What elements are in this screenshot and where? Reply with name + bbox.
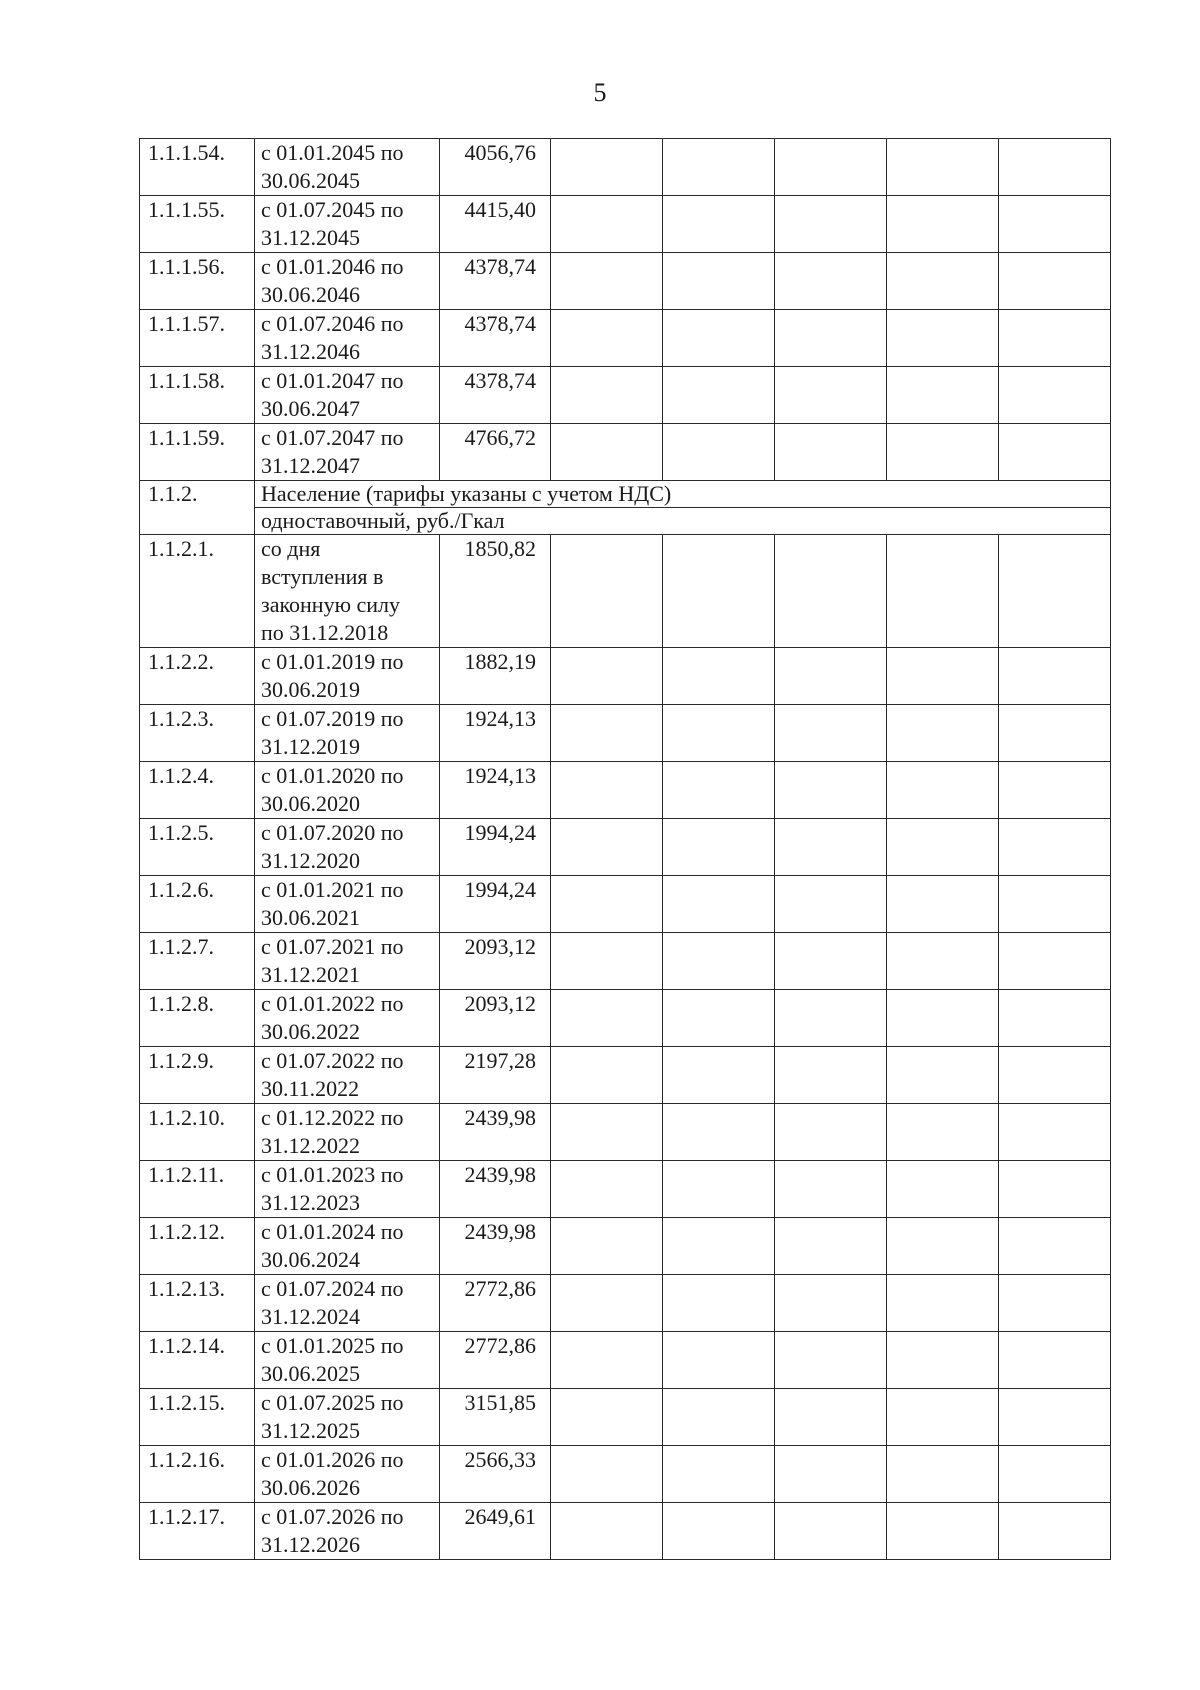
empty-cell xyxy=(887,762,999,819)
period-cell xyxy=(255,310,440,367)
row-number-cell: 1.1.2.6. xyxy=(140,876,255,933)
empty-cell xyxy=(551,705,663,762)
period-from: с 01.01.2024 по xyxy=(261,1219,404,1244)
empty-cell xyxy=(775,819,887,876)
period-to: 30.06.2020 xyxy=(261,791,360,816)
empty-cell xyxy=(999,990,1111,1047)
tariff-value-cell: 1882,19 xyxy=(440,648,551,705)
period-to: 31.12.2021 xyxy=(261,962,360,987)
period-cell xyxy=(255,1332,440,1389)
empty-cell xyxy=(999,424,1111,481)
empty-cell xyxy=(887,876,999,933)
period-to: 30.06.2045 xyxy=(261,168,360,193)
empty-cell xyxy=(999,535,1111,648)
period-from: с 01.07.2024 по xyxy=(261,1276,404,1301)
row-number-cell: 1.1.1.58. xyxy=(140,367,255,424)
period-cell xyxy=(255,139,440,196)
section-number-cell: 1.1.2. xyxy=(140,481,255,535)
tariff-value-cell: 4378,74 xyxy=(440,310,551,367)
empty-cell xyxy=(551,1389,663,1446)
row-number-cell: 1.1.2.5. xyxy=(140,819,255,876)
empty-cell xyxy=(887,705,999,762)
period-from: с 01.07.2026 по xyxy=(261,1504,404,1529)
table-row xyxy=(140,762,1111,819)
empty-cell xyxy=(551,1047,663,1104)
table-row xyxy=(140,535,1111,648)
tariff-value-cell: 4378,74 xyxy=(440,253,551,310)
empty-cell xyxy=(775,1389,887,1446)
empty-cell xyxy=(887,424,999,481)
empty-cell xyxy=(663,253,775,310)
empty-cell xyxy=(999,648,1111,705)
tariff-value-cell: 1924,13 xyxy=(440,705,551,762)
empty-cell xyxy=(775,1503,887,1560)
empty-cell xyxy=(551,367,663,424)
row-number-cell: 1.1.1.54. xyxy=(140,139,255,196)
empty-cell xyxy=(999,1446,1111,1503)
period-from: с 01.01.2022 по xyxy=(261,991,404,1016)
table-row xyxy=(140,1218,1111,1275)
period-to: 31.12.2022 xyxy=(261,1133,360,1158)
table-row xyxy=(140,1332,1111,1389)
empty-cell xyxy=(999,1104,1111,1161)
empty-cell xyxy=(775,535,887,648)
period-from: с 01.01.2021 по xyxy=(261,877,404,902)
tariff-value-cell: 2093,12 xyxy=(440,933,551,990)
tariff-value-cell: 2772,86 xyxy=(440,1275,551,1332)
empty-cell xyxy=(999,1161,1111,1218)
empty-cell xyxy=(775,705,887,762)
period-line: по 31.12.2018 xyxy=(261,620,389,645)
empty-cell xyxy=(999,1389,1111,1446)
empty-cell xyxy=(551,933,663,990)
empty-cell xyxy=(887,1389,999,1446)
empty-cell xyxy=(663,705,775,762)
period-from: с 01.07.2047 по xyxy=(261,425,404,450)
period-cell xyxy=(255,424,440,481)
empty-cell xyxy=(663,1503,775,1560)
period-to: 31.12.2045 xyxy=(261,225,360,250)
period-cell xyxy=(255,367,440,424)
section-subtitle-cell: одноставочный, руб./Гкал xyxy=(255,508,1111,535)
empty-cell xyxy=(663,196,775,253)
table-row xyxy=(140,253,1111,310)
empty-cell xyxy=(663,648,775,705)
empty-cell xyxy=(887,1503,999,1560)
empty-cell xyxy=(999,705,1111,762)
period-to: 31.12.2023 xyxy=(261,1190,360,1215)
period-to: 31.12.2046 xyxy=(261,339,360,364)
row-number-cell: 1.1.1.59. xyxy=(140,424,255,481)
empty-cell xyxy=(887,367,999,424)
empty-cell xyxy=(551,1104,663,1161)
first-population-group xyxy=(140,535,1111,648)
empty-cell xyxy=(551,1503,663,1560)
empty-cell xyxy=(999,819,1111,876)
empty-cell xyxy=(887,310,999,367)
empty-cell xyxy=(551,1161,663,1218)
row-number-cell: 1.1.2.13. xyxy=(140,1275,255,1332)
period-to: 31.12.2026 xyxy=(261,1532,360,1557)
empty-cell xyxy=(999,1218,1111,1275)
rows-group-before xyxy=(140,139,1111,481)
empty-cell xyxy=(551,1332,663,1389)
empty-cell xyxy=(551,876,663,933)
period-from: с 01.01.2023 по xyxy=(261,1162,404,1187)
row-number-cell: 1.1.2.12. xyxy=(140,1218,255,1275)
period-to: 30.06.2024 xyxy=(261,1247,360,1272)
period-from: с 01.01.2047 по xyxy=(261,368,404,393)
empty-cell xyxy=(999,367,1111,424)
empty-cell xyxy=(551,762,663,819)
tariff-value-cell: 4056,76 xyxy=(440,139,551,196)
period-from: с 01.01.2025 по xyxy=(261,1333,404,1358)
period-cell xyxy=(255,1275,440,1332)
empty-cell xyxy=(775,1104,887,1161)
empty-cell xyxy=(775,424,887,481)
tariff-value-cell: 2439,98 xyxy=(440,1104,551,1161)
empty-cell xyxy=(775,933,887,990)
empty-cell xyxy=(663,424,775,481)
period-from: с 01.07.2025 по xyxy=(261,1390,404,1415)
empty-cell xyxy=(551,139,663,196)
empty-cell xyxy=(999,1047,1111,1104)
period-to: 30.06.2022 xyxy=(261,1019,360,1044)
empty-cell xyxy=(775,253,887,310)
row-number-cell: 1.1.2.14. xyxy=(140,1332,255,1389)
empty-cell xyxy=(663,310,775,367)
empty-cell xyxy=(999,1332,1111,1389)
empty-cell xyxy=(775,876,887,933)
tariff-value-cell: 2439,98 xyxy=(440,1161,551,1218)
table-row xyxy=(140,139,1111,196)
period-cell xyxy=(255,648,440,705)
empty-cell xyxy=(663,139,775,196)
row-number-cell: 1.1.2.1. xyxy=(140,535,255,648)
empty-cell xyxy=(663,1104,775,1161)
period-to: 31.12.2020 xyxy=(261,848,360,873)
rows-group-after xyxy=(140,648,1111,1560)
empty-cell xyxy=(775,1047,887,1104)
empty-cell xyxy=(663,535,775,648)
empty-cell xyxy=(663,762,775,819)
table-row xyxy=(140,310,1111,367)
empty-cell xyxy=(999,310,1111,367)
row-number-cell: 1.1.2.11. xyxy=(140,1161,255,1218)
period-cell xyxy=(255,933,440,990)
row-number-cell: 1.1.1.57. xyxy=(140,310,255,367)
table-row xyxy=(140,424,1111,481)
period-cell xyxy=(255,876,440,933)
empty-cell xyxy=(663,1389,775,1446)
empty-cell xyxy=(887,1275,999,1332)
row-number-cell: 1.1.2.2. xyxy=(140,648,255,705)
table-row xyxy=(140,1047,1111,1104)
table-row xyxy=(140,705,1111,762)
table-row xyxy=(140,1275,1111,1332)
period-from: с 01.07.2019 по xyxy=(261,706,404,731)
period-from: с 01.01.2046 по xyxy=(261,254,404,279)
table-row xyxy=(140,1389,1111,1446)
period-to: 30.06.2021 xyxy=(261,905,360,930)
table-row xyxy=(140,990,1111,1047)
period-to: 31.12.2024 xyxy=(261,1304,360,1329)
period-to: 31.12.2025 xyxy=(261,1418,360,1443)
empty-cell xyxy=(887,1218,999,1275)
period-to: 30.11.2022 xyxy=(261,1076,360,1101)
empty-cell xyxy=(551,1446,663,1503)
empty-cell xyxy=(775,196,887,253)
empty-cell xyxy=(775,1275,887,1332)
period-to: 30.06.2019 xyxy=(261,677,360,702)
empty-cell xyxy=(663,876,775,933)
row-number-cell: 1.1.2.17. xyxy=(140,1503,255,1560)
empty-cell xyxy=(999,1503,1111,1560)
empty-cell xyxy=(775,990,887,1047)
table-row xyxy=(140,1446,1111,1503)
empty-cell xyxy=(775,1446,887,1503)
empty-cell xyxy=(551,253,663,310)
empty-cell xyxy=(887,819,999,876)
empty-cell xyxy=(551,424,663,481)
period-cell xyxy=(255,705,440,762)
tariff-value-cell: 2093,12 xyxy=(440,990,551,1047)
empty-cell xyxy=(663,1161,775,1218)
empty-cell xyxy=(887,1332,999,1389)
row-number-cell: 1.1.2.4. xyxy=(140,762,255,819)
empty-cell xyxy=(775,1218,887,1275)
empty-cell xyxy=(663,1218,775,1275)
period-to: 30.06.2025 xyxy=(261,1361,360,1386)
table-row xyxy=(140,876,1111,933)
period-from: с 01.07.2021 по xyxy=(261,934,404,959)
tariff-value-cell: 4378,74 xyxy=(440,367,551,424)
period-line: законную силу xyxy=(261,592,401,617)
table-row xyxy=(140,1104,1111,1161)
table-row xyxy=(140,367,1111,424)
empty-cell xyxy=(999,933,1111,990)
period-line: со дня xyxy=(261,536,321,561)
section-header-group xyxy=(140,481,1111,535)
tariff-table xyxy=(139,138,1111,1560)
period-from: с 01.01.2020 по xyxy=(261,763,404,788)
tariff-value-cell: 2566,33 xyxy=(440,1446,551,1503)
period-cell xyxy=(255,1047,440,1104)
period-cell xyxy=(255,1446,440,1503)
empty-cell xyxy=(887,535,999,648)
period-cell xyxy=(255,196,440,253)
empty-cell xyxy=(999,253,1111,310)
empty-cell xyxy=(887,933,999,990)
period-line: вступления в xyxy=(261,564,384,589)
empty-cell xyxy=(775,648,887,705)
empty-cell xyxy=(663,1047,775,1104)
period-to: 31.12.2047 xyxy=(261,453,360,478)
empty-cell xyxy=(775,1161,887,1218)
empty-cell xyxy=(887,139,999,196)
row-number-cell: 1.1.2.16. xyxy=(140,1446,255,1503)
period-cell xyxy=(255,1218,440,1275)
empty-cell xyxy=(551,648,663,705)
empty-cell xyxy=(663,1446,775,1503)
empty-cell xyxy=(887,648,999,705)
empty-cell xyxy=(663,1332,775,1389)
tariff-value-cell: 1924,13 xyxy=(440,762,551,819)
empty-cell xyxy=(551,535,663,648)
empty-cell xyxy=(551,990,663,1047)
empty-cell xyxy=(663,1275,775,1332)
period-from: с 01.01.2026 по xyxy=(261,1447,404,1472)
row-number-cell: 1.1.2.8. xyxy=(140,990,255,1047)
empty-cell xyxy=(551,196,663,253)
section-subtitle-row xyxy=(140,508,1111,535)
table-row xyxy=(140,1503,1111,1560)
period-from: с 01.07.2046 по xyxy=(261,311,404,336)
empty-cell xyxy=(663,990,775,1047)
empty-cell xyxy=(775,1332,887,1389)
period-cell xyxy=(255,990,440,1047)
row-number-cell: 1.1.2.10. xyxy=(140,1104,255,1161)
period-cell xyxy=(255,253,440,310)
row-number-cell: 1.1.2.9. xyxy=(140,1047,255,1104)
tariff-value-cell: 1994,24 xyxy=(440,819,551,876)
table-row xyxy=(140,196,1111,253)
period-cell xyxy=(255,1389,440,1446)
table-row xyxy=(140,648,1111,705)
period-from: с 01.07.2045 по xyxy=(261,197,404,222)
empty-cell xyxy=(663,819,775,876)
period-cell xyxy=(255,819,440,876)
period-from: с 01.01.2019 по xyxy=(261,649,404,674)
tariff-value-cell: 4415,40 xyxy=(440,196,551,253)
row-number-cell: 1.1.2.15. xyxy=(140,1389,255,1446)
tariff-value-cell: 2439,98 xyxy=(440,1218,551,1275)
period-from: с 01.12.2022 по xyxy=(261,1105,404,1130)
row-number-cell: 1.1.2.3. xyxy=(140,705,255,762)
empty-cell xyxy=(775,762,887,819)
empty-cell xyxy=(999,196,1111,253)
table-row xyxy=(140,933,1111,990)
empty-cell xyxy=(887,196,999,253)
empty-cell xyxy=(887,253,999,310)
empty-cell xyxy=(551,819,663,876)
empty-cell xyxy=(551,310,663,367)
tariff-value-cell: 2649,61 xyxy=(440,1503,551,1560)
empty-cell xyxy=(551,1275,663,1332)
tariff-value-cell: 2772,86 xyxy=(440,1332,551,1389)
period-from: с 01.01.2045 по xyxy=(261,140,404,165)
tariff-value-cell: 1994,24 xyxy=(440,876,551,933)
empty-cell xyxy=(775,310,887,367)
empty-cell xyxy=(887,1161,999,1218)
tariff-value-cell: 4766,72 xyxy=(440,424,551,481)
period-to: 30.06.2047 xyxy=(261,396,360,421)
empty-cell xyxy=(999,762,1111,819)
period-from: с 01.07.2020 по xyxy=(261,820,404,845)
empty-cell xyxy=(663,367,775,424)
period-cell xyxy=(255,535,440,648)
empty-cell xyxy=(775,139,887,196)
period-to: 31.12.2019 xyxy=(261,734,360,759)
table-row xyxy=(140,819,1111,876)
empty-cell xyxy=(887,990,999,1047)
page-number: 5 xyxy=(593,78,607,107)
empty-cell xyxy=(551,1218,663,1275)
row-number-cell: 1.1.2.7. xyxy=(140,933,255,990)
tariff-value-cell: 3151,85 xyxy=(440,1389,551,1446)
section-title-cell: Население (тарифы указаны с учетом НДС) xyxy=(255,481,1111,508)
period-to: 30.06.2046 xyxy=(261,282,360,307)
tariff-value-cell: 1850,82 xyxy=(440,535,551,648)
period-cell xyxy=(255,1503,440,1560)
empty-cell xyxy=(999,1275,1111,1332)
empty-cell xyxy=(999,139,1111,196)
empty-cell xyxy=(887,1446,999,1503)
period-cell xyxy=(255,762,440,819)
period-from: с 01.07.2022 по xyxy=(261,1048,404,1073)
empty-cell xyxy=(887,1047,999,1104)
empty-cell xyxy=(999,876,1111,933)
section-title-row xyxy=(140,481,1111,508)
period-to: 30.06.2026 xyxy=(261,1475,360,1500)
empty-cell xyxy=(663,933,775,990)
row-number-cell: 1.1.1.55. xyxy=(140,196,255,253)
table-row xyxy=(140,1161,1111,1218)
period-cell xyxy=(255,1104,440,1161)
empty-cell xyxy=(887,1104,999,1161)
tariff-value-cell: 2197,28 xyxy=(440,1047,551,1104)
row-number-cell: 1.1.1.56. xyxy=(140,253,255,310)
empty-cell xyxy=(775,367,887,424)
period-cell xyxy=(255,1161,440,1218)
